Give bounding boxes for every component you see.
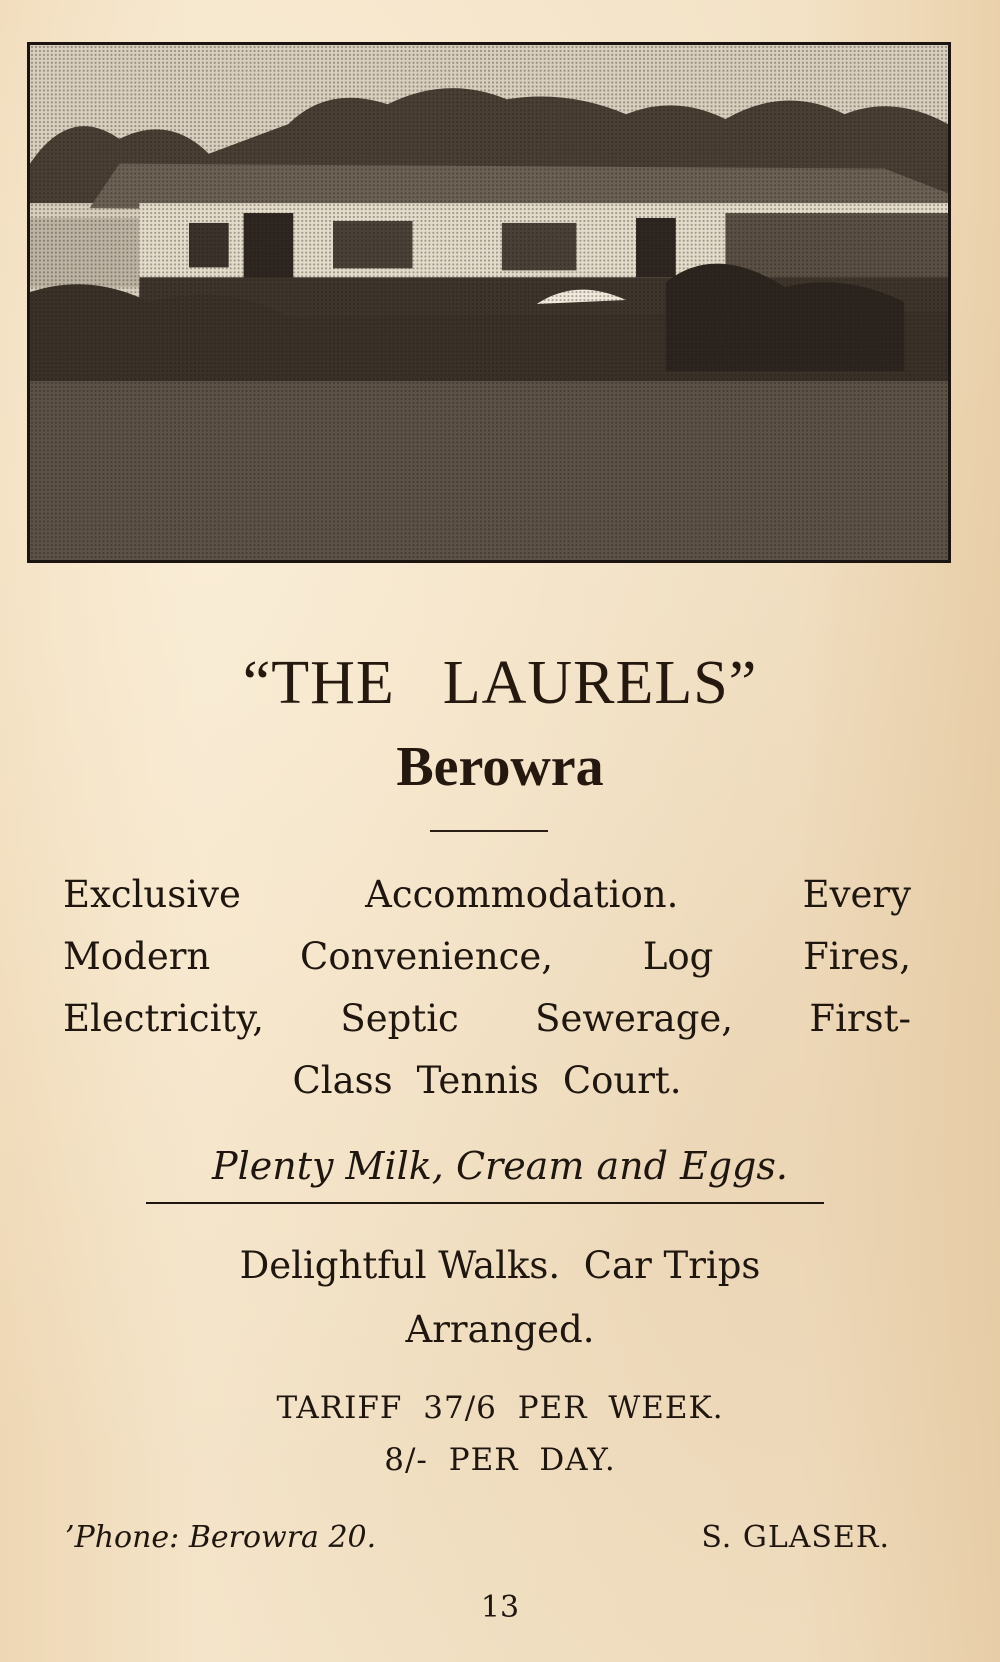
word: First- (809, 997, 911, 1040)
word: Convenience, (300, 935, 554, 978)
word: Exclusive (63, 873, 241, 916)
features-line-1 (63, 873, 911, 917)
page-title (0, 648, 1000, 719)
location-subtitle: Berowra (396, 736, 604, 798)
house-photo-illustration (30, 45, 948, 560)
arranged-line: Arranged. (405, 1308, 595, 1351)
produce-line: Plenty Milk, Cream and Eggs. (212, 1144, 788, 1188)
title-part-2: LAURELS” (442, 649, 758, 717)
divider-rule (430, 830, 548, 832)
phone-number: ’Phone: Berowra 20. (65, 1520, 377, 1555)
word: Every (802, 873, 911, 916)
word: Tennis (416, 1059, 539, 1102)
word: Septic (340, 997, 459, 1040)
proprietor-name: S. GLASER. (701, 1520, 890, 1555)
word: Class (292, 1059, 393, 1102)
word: Modern (63, 935, 211, 978)
word: Fires, (803, 935, 911, 978)
page-number: 13 (480, 1590, 520, 1625)
features-line-4 (63, 1059, 911, 1103)
features-line-2 (63, 935, 911, 979)
word: Court. (562, 1059, 682, 1102)
word: Log (642, 935, 714, 978)
guest-house-photo (27, 42, 951, 563)
features-line-3 (63, 997, 911, 1041)
word: Electricity, (63, 997, 265, 1040)
word: Accommodation. (365, 873, 679, 916)
weekly-tariff: TARIFF 37/6 PER WEEK. (276, 1390, 724, 1426)
walks-line: Delightful Walks. Car Trips (239, 1244, 761, 1287)
title-part-1: “THE (242, 649, 395, 717)
daily-tariff: 8/- PER DAY. (384, 1442, 616, 1478)
word: Sewerage, (535, 997, 734, 1040)
underline-rule (146, 1202, 824, 1204)
